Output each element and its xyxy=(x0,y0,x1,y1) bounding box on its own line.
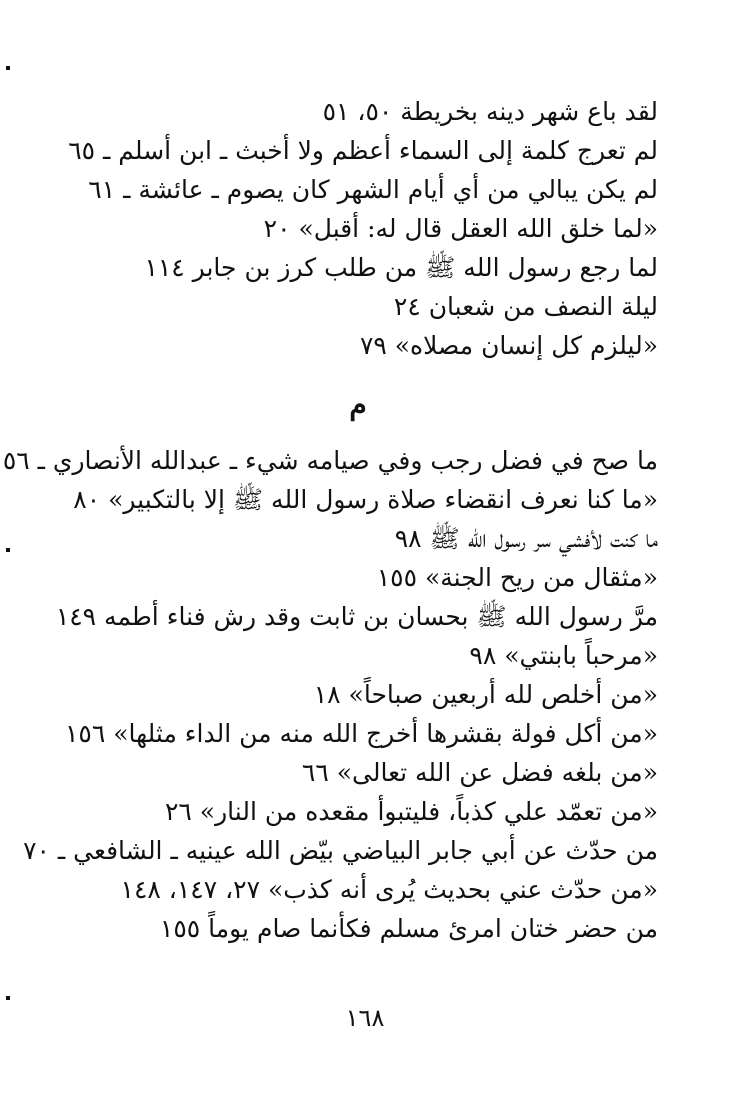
index-entry: من حضر ختان امرئ مسلم فكأنما صام يوماً ١٥٥ xyxy=(159,914,658,943)
index-entry: ما كنت لأفشي سر رسول الله ﷺ ٩٨ xyxy=(394,524,658,553)
index-entry: «ما كنا نعرف انقضاء صلاة رسول الله ﷺ إلا بالتكبير» ٨٠ xyxy=(73,485,658,514)
index-entry: «من تعمّد علي كذباً، فليتبوأ مقعده من النار» ٢٦ xyxy=(165,797,658,826)
index-entry: «لما خلق الله العقل قال له: أقبل» ٢٠ xyxy=(263,214,658,243)
index-entry: ليلة النصف من شعبان ٢٤ xyxy=(393,292,658,321)
index-entry: مرَّ رسول الله ﷺ بحسان بن ثابت وقد رش فناء أطمه ١٤٩ xyxy=(55,602,658,631)
index-entry: «من حدّث عني بحديث يُرى أنه كذب» ٢٧، ١٤٧، ١٤٨ xyxy=(120,875,658,904)
letter-heading: م xyxy=(349,388,367,421)
entry-group-lam xyxy=(58,92,658,365)
index-entry: من حدّث عن أبي جابر البياضي بيّض الله عينيه ـ الشافعي ـ ٧٠ xyxy=(23,836,658,865)
index-entry: لما رجع رسول الله ﷺ من طلب كرز بن جابر ١١٤ xyxy=(144,253,658,282)
index-entry: لقد باع شهر دينه بخريطة ٥٠، ٥١ xyxy=(322,97,658,126)
index-entry: «من أخلص لله أربعين صباحاً» ١٨ xyxy=(313,680,658,709)
page-number: ١٦٨ xyxy=(345,1004,385,1032)
index-entry: لم تعرج كلمة إلى السماء أعظم ولا أخبث ـ ابن أسلم ـ ٦٥ xyxy=(68,136,658,165)
index-entry: ما صح في فضل رجب وفي صيامه شيء ـ عبدالله الأنصاري ـ ٥٦ xyxy=(2,446,658,475)
edge-mark-bottom xyxy=(6,996,10,1000)
edge-mark-middle xyxy=(6,548,10,552)
index-entry: لم يكن يبالي من أي أيام الشهر كان يصوم ـ عائشة ـ ٦١ xyxy=(88,175,658,204)
index-entry: «مرحباً بابنتي» ٩٨ xyxy=(469,641,658,670)
index-entries xyxy=(2,92,658,948)
index-entry: «ليلزم كل إنسان مصلاه» ٧٩ xyxy=(359,331,658,360)
index-entry: «من أكل فولة بقشرها أخرج الله منه من الداء مثلها» ١٥٦ xyxy=(64,719,658,748)
entry-group-mim xyxy=(2,441,658,948)
index-entry: «من بلغه فضل عن الله تعالى» ٦٦ xyxy=(301,758,658,787)
index-entry: «مثقال من ريح الجنة» ١٥٥ xyxy=(376,563,658,592)
edge-mark-top xyxy=(6,66,10,70)
